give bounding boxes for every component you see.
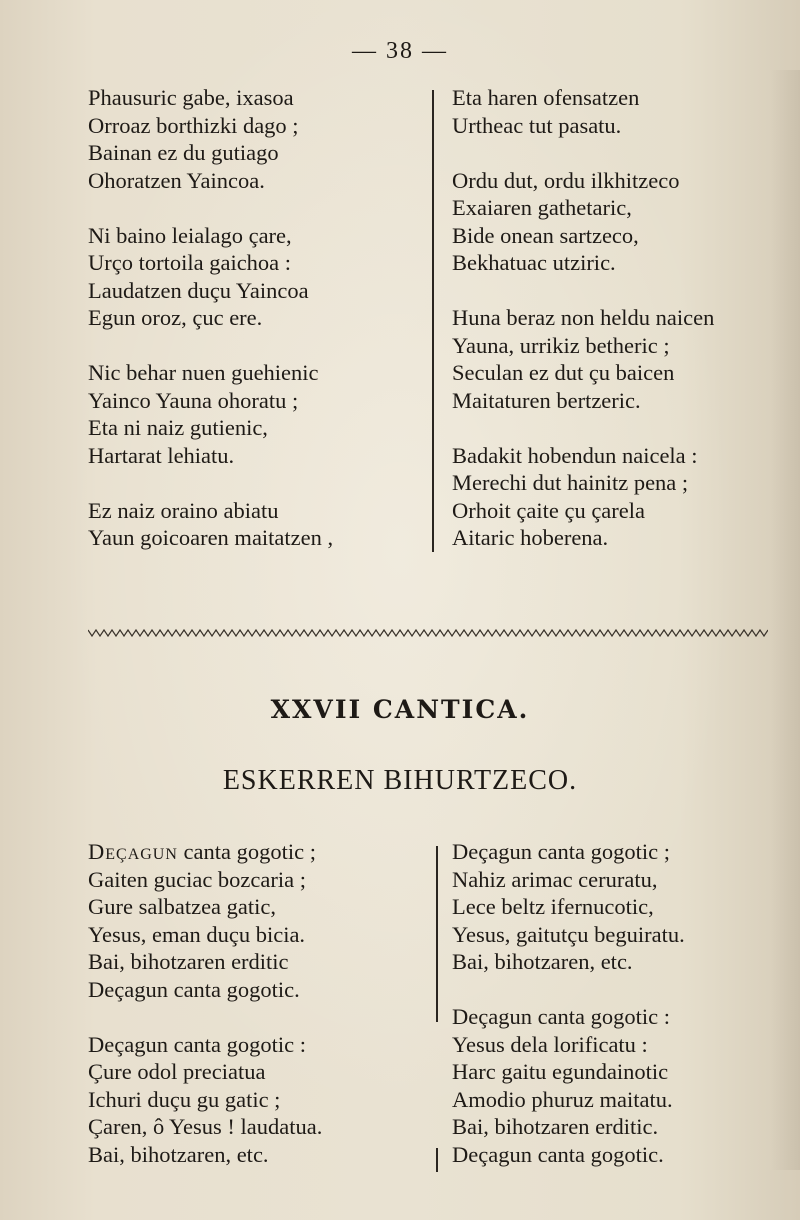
- hymn-column-right: [452, 838, 685, 1168]
- verse-line: Ohoratzen Yaincoa.: [88, 167, 265, 193]
- verse-line: Yesus, eman duçu bicia.: [88, 921, 306, 947]
- verse-line: Merechi dut hainitz pena ;: [452, 470, 689, 495]
- verse-line: Bai, bihotzaren erditic: [88, 949, 289, 974]
- verse-line: Gaiten guciac bozcaria ;: [88, 866, 307, 892]
- verse-line: Çure odol preciatua: [88, 1059, 266, 1084]
- stanza: [452, 442, 714, 552]
- verse-line: Gure salbatzea gatic,: [88, 894, 277, 919]
- column-divider: [436, 846, 438, 1022]
- hymn-column-left: [88, 838, 322, 1168]
- verse-line: Orroaz borthizki dago ;: [88, 112, 299, 138]
- verse-line: Seculan ez dut çu baicen: [452, 360, 675, 385]
- poem-column-left: [88, 84, 333, 552]
- verse-line: Deçagun canta gogotic.: [88, 976, 300, 1002]
- verse-line: Deçagun canta gogotic :: [88, 1031, 307, 1057]
- stanza: [88, 497, 333, 552]
- verse-line: Nic behar nuen guehienic: [88, 360, 319, 385]
- verse-line: Eta haren ofensatzen: [452, 85, 640, 110]
- verse-line: Bai, bihotzaren, etc.: [88, 1141, 269, 1167]
- verse-line: Yaun goicoaren maitatzen ,: [88, 525, 334, 550]
- verse-line: Nahiz arimac ceruratu,: [452, 866, 658, 892]
- verse-line: Deçagun canta gogotic ;: [452, 839, 671, 864]
- verse-line: Bai, bihotzaren erditic.: [452, 1114, 659, 1139]
- verse-line: [88, 838, 322, 866]
- page-edge-shadow: [770, 70, 800, 1170]
- verse-line: Deçagun canta gogotic.: [452, 1141, 664, 1167]
- stanza: [452, 304, 714, 414]
- section-title: XXVII CANTICA.: [270, 695, 530, 724]
- verse-first-word: Deçagun: [88, 839, 178, 864]
- poem-column-right: [452, 84, 714, 552]
- verse-line: Phausuric gabe, ixasoa: [88, 85, 294, 110]
- ornamental-wavy-rule: [88, 628, 768, 638]
- stanza: [88, 84, 333, 194]
- verse-line: Çaren, ô Yesus ! laudatua.: [88, 1114, 323, 1139]
- verse-line: Lece beltz ifernucotic,: [452, 894, 654, 919]
- verse-line: Huna beraz non heldu naicen: [452, 305, 715, 330]
- verse-line: Yesus dela lorificatu :: [452, 1031, 648, 1057]
- verse-line: Ez naiz oraino abiatu: [88, 497, 279, 523]
- verse-line: Orhoit çaite çu çarela: [452, 497, 646, 523]
- verse-line: Ni baino leialago çare,: [88, 222, 292, 248]
- stanza: [88, 359, 333, 469]
- page-number: — 38 —: [352, 38, 448, 64]
- verse-line: Ichuri duçu gu gatic ;: [88, 1086, 281, 1112]
- verse-line: Yauna, urrikiz betheric ;: [452, 332, 670, 358]
- column-divider: [436, 1148, 438, 1172]
- verse-line: Bekhatuac utziric.: [452, 250, 616, 275]
- stanza: [452, 838, 685, 976]
- column-divider: [432, 90, 434, 552]
- verse-line: Urço tortoila gaichoa :: [88, 250, 292, 275]
- verse-line: Maitaturen bertzeric.: [452, 387, 641, 413]
- verse-line: Bainan ez du gutiago: [88, 140, 279, 165]
- stanza: [88, 838, 322, 1003]
- verse-line: Badakit hobendun naicela :: [452, 442, 698, 468]
- verse-line: Exaiaren gathetaric,: [452, 195, 632, 220]
- verse-line: Aitaric hoberena.: [452, 525, 609, 550]
- verse-line: Yainco Yauna ohoratu ;: [88, 387, 299, 413]
- stanza: [452, 84, 714, 139]
- verse-line: Urtheac tut pasatu.: [452, 112, 622, 138]
- verse-line: Bide onean sartzeco,: [452, 222, 639, 248]
- verse-line: Eta ni naiz gutienic,: [88, 415, 268, 440]
- verse-line-text: canta gogotic ;: [177, 839, 316, 864]
- stanza: [452, 167, 714, 277]
- stanza: [88, 1031, 322, 1169]
- stanza: [88, 222, 333, 332]
- stanza: [452, 1003, 685, 1168]
- verse-line: Amodio phuruz maitatu.: [452, 1086, 673, 1112]
- verse-line: Laudatzen duçu Yaincoa: [88, 277, 309, 303]
- verse-line: Yesus, gaitutçu beguiratu.: [452, 921, 685, 947]
- section-subtitle: ESKERREN BIHURTZECO.: [222, 765, 578, 796]
- verse-line: Deçagun canta gogotic :: [452, 1004, 671, 1029]
- verse-line: Bai, bihotzaren, etc.: [452, 949, 633, 974]
- verse-line: Harc gaitu egundainotic: [452, 1059, 669, 1084]
- verse-line: Ordu dut, ordu ilkhitzeco: [452, 167, 680, 193]
- verse-line: Egun oroz, çuc ere.: [88, 305, 263, 330]
- verse-line: Hartarat lehiatu.: [88, 442, 235, 468]
